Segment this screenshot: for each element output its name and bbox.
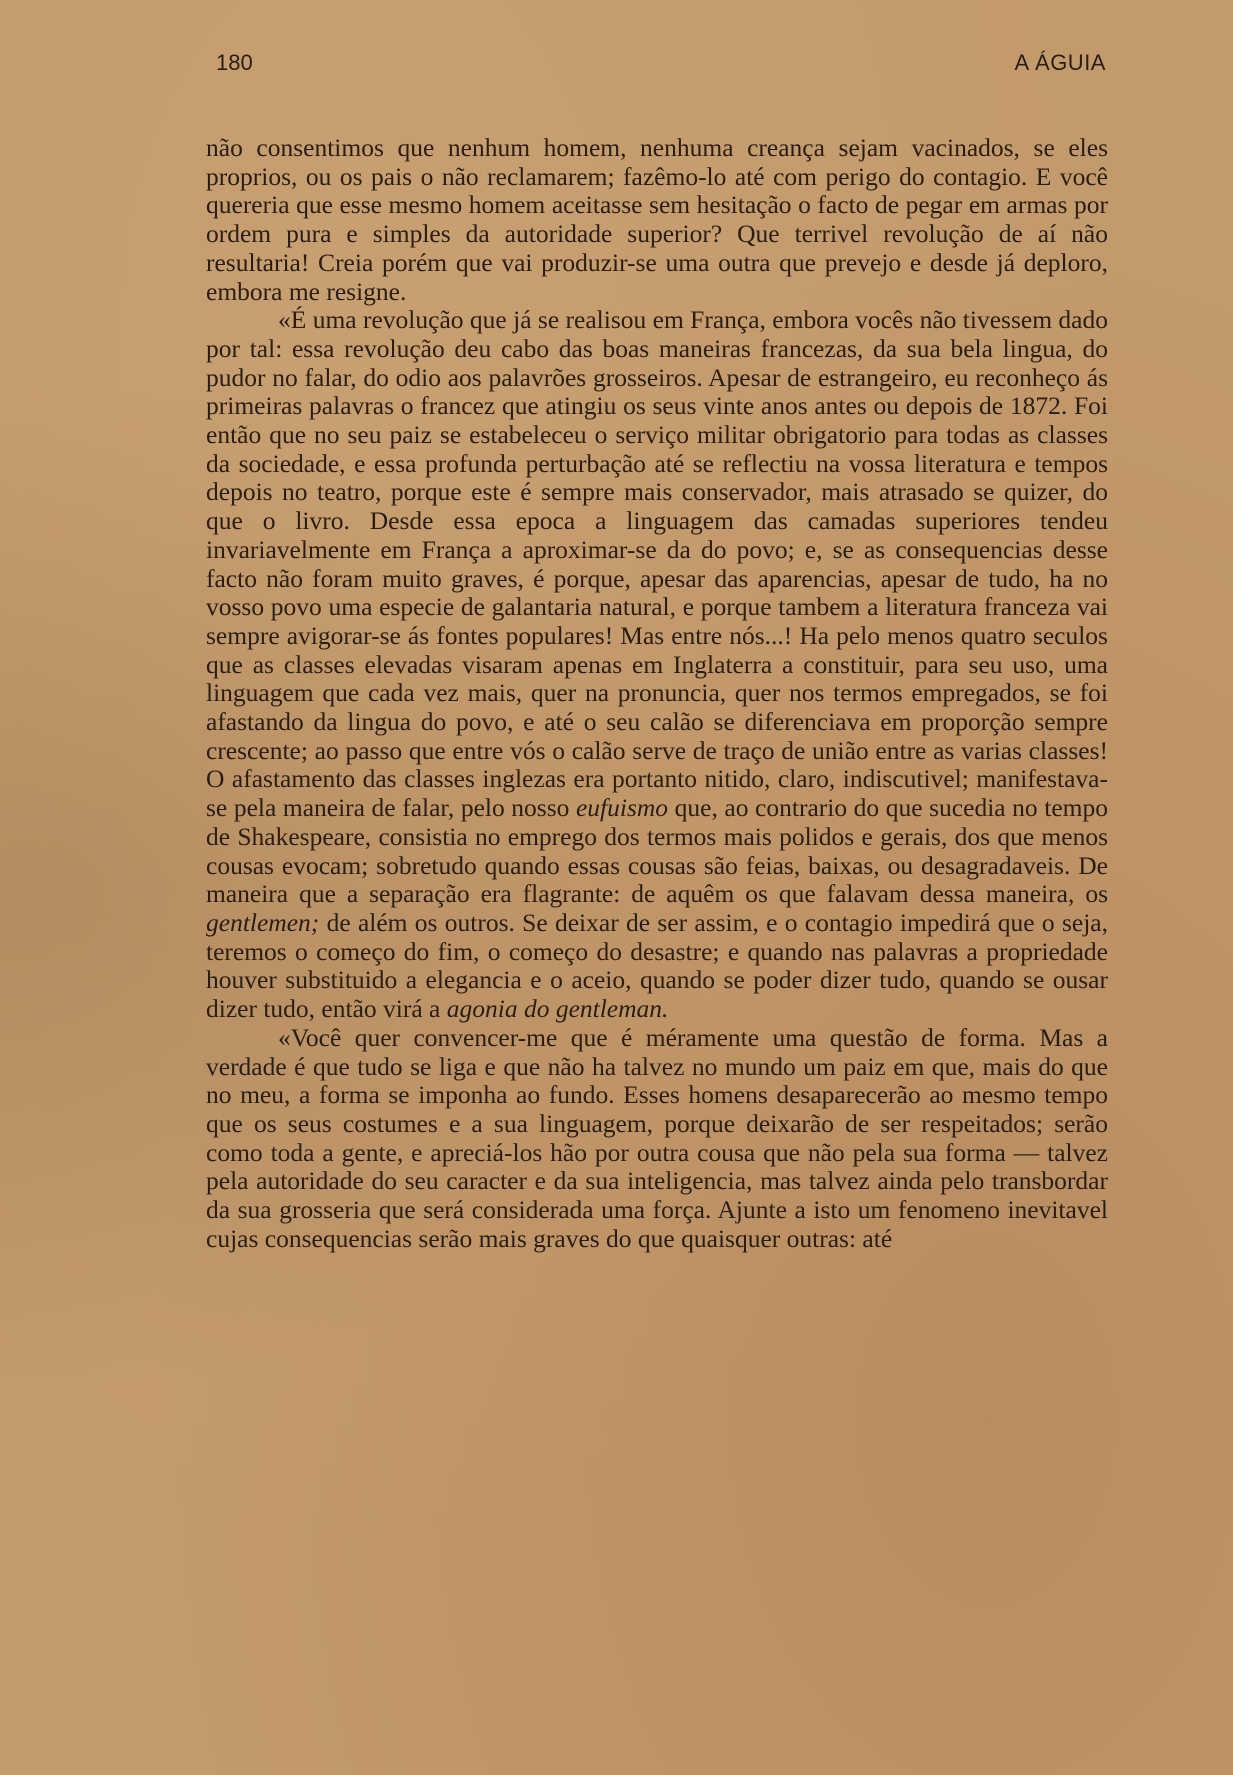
paragraph-1-text: não consentimos que nenhum homem, nenhuma creança sejam vacinados, se eles proprios, ou os pais o não reclamarem; fazêmo-lo até com perigo do contagio. E você quereria que esse mesmo homem aceitasse sem hesitação o facto de pegar em armas por ordem pura e simples da autoridade superior? Que terrivel revolução de aí não resultaria! Creia porém que vai produzir-se uma outra que prevejo e desde já deploro, embora me resigne.	[206, 133, 1108, 306]
paragraph-2-text-c: de além os outros. Se deixar de ser assim, e o contagio impedirá que o seja, teremos o começo do fim, o começo do desastre; e quando nas palavras a propriedade houver substituido a elegancia e o aceio, quando se poder dizer tudo, quando se ousar dizer tudo, então virá a	[206, 907, 1108, 1024]
paragraph-3-text: «Você quer convencer-me que é méramente uma questão de forma. Mas a verdade é que tudo se liga e que não ha talvez no mundo um paiz em que, mais do que no meu, a forma se imponha ao fundo. Esses homens desaparecerão ao mesmo tempo que os seus costumes e a sua linguagem, porque deixarão de ser respeitados; serão como toda a gente, e apreciá-los hão por outra cousa que não pela sua forma — talvez pela autoridade do seu caracter e da sua inteligencia, mas talvez ainda pelo transbordar da sua grosseria que será considerada uma força. Ajunte a isto um fenomeno inevitavel cujas consequencias serão mais graves do que quaisquer outras: até	[206, 1022, 1108, 1253]
paragraph-2-text-b: que, ao contrario do que sucedia no tempo de Shakespeare, consistia no emprego dos termos mais polidos e gerais, dos que menos cousas evocam; sobretudo quando essas cousas são feias, baixas, ou desagradaveis. De maneira que a separação era flagrante: de aquêm os que falavam dessa maneira, os	[206, 793, 1108, 909]
paragraph-1	[206, 134, 1108, 306]
body-text	[206, 134, 1108, 1253]
paragraph-3	[206, 1024, 1108, 1254]
paragraph-2	[206, 306, 1108, 1024]
page-number: 180	[216, 50, 253, 75]
italic-agonia: agonia do gentleman.	[446, 994, 669, 1024]
journal-title: A ÁGUIA	[1014, 50, 1106, 75]
italic-gentlemen: gentlemen;	[206, 907, 320, 937]
page-header	[216, 50, 1106, 90]
italic-eufuismo: eufuismo	[575, 793, 669, 823]
paragraph-2-text-a: «É uma revolução que já se realisou em França, embora vocês não tivessem dado por tal: essa revolução deu cabo das boas maneiras francezas, da sua bela lingua, do pudor no falar, do odio aos palavrões grosseiros. Apesar de estrangeiro, eu reconheço ás primeiras palavras o francez que atingiu os seus vinte anos antes ou depois de 1872. Foi então que no seu paiz se estabeleceu o serviço militar obrigatorio para todas as classes da sociedade, e essa profunda perturbação até se reflectiu na vossa literatura e tempos depois no teatro, porque este é sempre mais conservador, mais atrasado se quizer, do que o livro. Desde essa epoca a linguagem das camadas superiores tendeu invariavelmente em França a aproximar-se da do povo; e, se as consequencias desse facto não foram muito graves, é porque, apesar das aparencias, apesar de tudo, ha no vosso povo uma especie de galantaria natural, e porque tambem a literatura franceza vai sempre avigorar-se ás fontes populares! Mas entre nós...! Ha pelo menos quatro seculos que as classes elevadas visaram apenas em Inglaterra a constituir, para seu uso, uma linguagem que cada vez mais, quer na pronuncia, quer nos termos empregados, se foi afastando da lingua do povo, e até o seu calão se diferenciava em proporção sempre crescente; ao passo que entre vós o calão serve de traço de união entre as varias classes! O afastamento das classes inglezas era portanto nitido, claro, indiscutivel; manifestava-se pela maneira de falar, pelo nosso	[206, 305, 1108, 823]
